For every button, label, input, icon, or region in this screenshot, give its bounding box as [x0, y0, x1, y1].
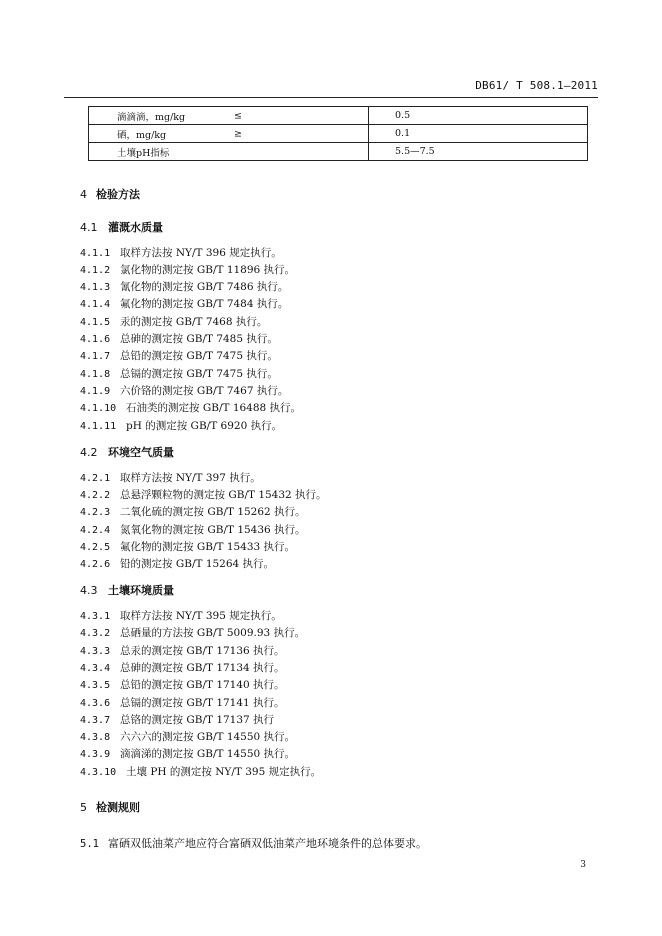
item-text: 总镉的测定按 GB/T 7475 执行。: [120, 368, 278, 380]
subsection-number: 4.3: [80, 584, 98, 597]
list-item: [80, 746, 295, 761]
item-number: 4.1.5: [80, 317, 111, 328]
item-number: 4.1.3: [80, 282, 111, 293]
table-row: [89, 143, 588, 161]
item-text: 氟化物的测定按 GB/T 15433 执行。: [120, 541, 296, 553]
subsection-title: 灌溉水质量: [108, 221, 163, 234]
table-cell-name: [89, 143, 369, 161]
limit-operator: ≤: [234, 110, 242, 121]
item-text: 总砷的测定按 GB/T 7485 执行。: [120, 333, 278, 345]
section-5-heading: [80, 799, 140, 815]
item-text: 滴滴涕的测定按 GB/T 14550 执行。: [120, 748, 296, 760]
item-text: 总铅的测定按 GB/T 17140 执行。: [120, 679, 285, 691]
header-rule: [64, 97, 598, 98]
item-number: 4.2.6: [80, 559, 111, 570]
item-number: 4.1.9: [80, 386, 111, 397]
limit-operator: ≥: [234, 128, 242, 139]
list-item: [80, 245, 282, 260]
item-text: 总镉的测定按 GB/T 17141 执行。: [120, 697, 285, 709]
item-text: 取样方法按 NY/T 397 执行。: [120, 472, 261, 484]
list-item: [80, 331, 278, 346]
subsection-title: 土壤环境质量: [108, 584, 174, 597]
item-text: 六价铬的测定按 GB/T 7467 执行。: [120, 385, 289, 397]
item-number: 4.3.9: [80, 749, 111, 760]
paragraph-text: 富硒双低油菜产地应符合富硒双低油菜产地环境条件的总体要求。: [108, 837, 427, 850]
subsection-title: 环境空气质量: [108, 446, 174, 459]
list-item: [80, 608, 282, 623]
list-item: [80, 383, 288, 398]
list-item: [80, 643, 285, 658]
item-text: pH 的测定按 GB/T 6920 执行。: [126, 420, 283, 432]
subsection-number: 4.1: [80, 221, 98, 234]
item-number: 4.3.7: [80, 715, 111, 726]
list-item: [80, 262, 295, 277]
item-text: 取样方法按 NY/T 395 规定执行。: [120, 610, 282, 622]
item-text: 六六六的测定按 GB/T 14550 执行。: [120, 731, 296, 743]
list-item: [80, 764, 321, 779]
limit-name: 滴滴滴，mg/kg: [117, 111, 186, 123]
item-number: 4.1.7: [80, 351, 111, 362]
limit-name: 土壤pH指标: [117, 147, 170, 159]
item-number: 4.1.6: [80, 334, 111, 345]
item-text: 总铬的测定按 GB/T 17137 执行: [120, 714, 275, 726]
list-item: [80, 400, 301, 415]
item-text: 二氧化硫的测定按 GB/T 15262 执行。: [120, 506, 306, 518]
subsection-4-1-heading: [80, 219, 163, 235]
item-text: 氮氧化物的测定按 GB/T 15436 执行。: [120, 524, 306, 536]
item-number: 4.2.2: [80, 490, 111, 501]
section-number: 4: [80, 188, 87, 201]
item-number: 4.1.1: [80, 248, 111, 259]
subsection-number: 4.2: [80, 446, 98, 459]
list-item: [80, 279, 288, 294]
item-number: 4.3.4: [80, 663, 111, 674]
subsection-4-2-heading: [80, 444, 174, 460]
item-text: 总砷的测定按 GB/T 17134 执行。: [120, 662, 285, 674]
list-item: [80, 677, 285, 692]
item-number: 4.3.1: [80, 611, 111, 622]
item-text: 石油类的测定按 GB/T 16488 执行。: [126, 402, 302, 414]
table-row: [89, 125, 588, 143]
list-item: [80, 729, 295, 744]
item-text: 总悬浮颗粒物的测定按 GB/T 15432 执行。: [120, 489, 327, 501]
list-item: [80, 296, 288, 311]
item-number: 4.3.6: [80, 698, 111, 709]
table-cell-name: [89, 107, 369, 125]
item-text: 氰化物的测定按 GB/T 7486 执行。: [120, 281, 289, 293]
item-number: 4.1.10: [80, 403, 117, 414]
item-text: 土壤 PH 的测定按 NY/T 395 规定执行。: [126, 766, 322, 778]
item-text: 氟化物的测定按 GB/T 7484 执行。: [120, 298, 289, 310]
item-number: 4.2.3: [80, 507, 111, 518]
item-text: 总汞的测定按 GB/T 17136 执行。: [120, 645, 285, 657]
paragraph-number: 5.1: [80, 838, 99, 850]
limit-value: 5.5—7.5: [369, 143, 588, 161]
item-text: 总硒量的方法按 GB/T 5009.93 执行。: [120, 627, 306, 639]
item-number: 4.3.3: [80, 646, 111, 657]
list-item: [80, 418, 282, 433]
list-item: [80, 695, 285, 710]
item-text: 铅的测定按 GB/T 15264 执行。: [120, 558, 275, 570]
list-item: [80, 660, 285, 675]
list-item: [80, 556, 274, 571]
item-number: 4.1.2: [80, 265, 111, 276]
table-row: [89, 107, 588, 125]
item-text: 氯化物的测定按 GB/T 11896 执行。: [120, 264, 296, 276]
paragraph-5-1: [80, 835, 427, 851]
list-item: [80, 522, 306, 537]
item-text: 汞的测定按 GB/T 7468 执行。: [120, 316, 268, 328]
section-4-heading: [80, 186, 140, 202]
item-number: 4.3.2: [80, 628, 111, 639]
list-item: [80, 348, 278, 363]
item-number: 4.3.8: [80, 732, 111, 743]
page-number: 3: [580, 860, 586, 870]
item-number: 4.1.8: [80, 369, 111, 380]
item-text: 取样方法按 NY/T 396 规定执行。: [120, 247, 282, 259]
list-item: [80, 625, 305, 640]
item-number: 4.2.4: [80, 525, 111, 536]
list-item: [80, 504, 306, 519]
limit-value: 0.1: [369, 125, 588, 143]
limit-value: 0.5: [369, 107, 588, 125]
table-cell-name: [89, 125, 369, 143]
list-item: [80, 487, 327, 502]
limit-name: 硒，mg/kg: [117, 129, 167, 141]
section-title: 检测规则: [96, 801, 140, 814]
item-number: 4.2.5: [80, 542, 111, 553]
item-number: 4.3.5: [80, 680, 111, 691]
limits-table: [88, 106, 588, 161]
section-title: 检验方法: [96, 188, 140, 201]
list-item: [80, 314, 267, 329]
item-number: 4.2.1: [80, 473, 111, 484]
list-item: [80, 470, 261, 485]
standard-code: DB61/ T 508.1—2011: [475, 79, 598, 92]
item-text: 总铅的测定按 GB/T 7475 执行。: [120, 350, 278, 362]
list-item: [80, 712, 274, 727]
subsection-4-3-heading: [80, 582, 174, 598]
item-number: 4.1.4: [80, 299, 111, 310]
item-number: 4.3.10: [80, 767, 117, 778]
section-number: 5: [80, 801, 87, 814]
list-item: [80, 539, 295, 554]
list-item: [80, 366, 278, 381]
item-number: 4.1.11: [80, 421, 117, 432]
